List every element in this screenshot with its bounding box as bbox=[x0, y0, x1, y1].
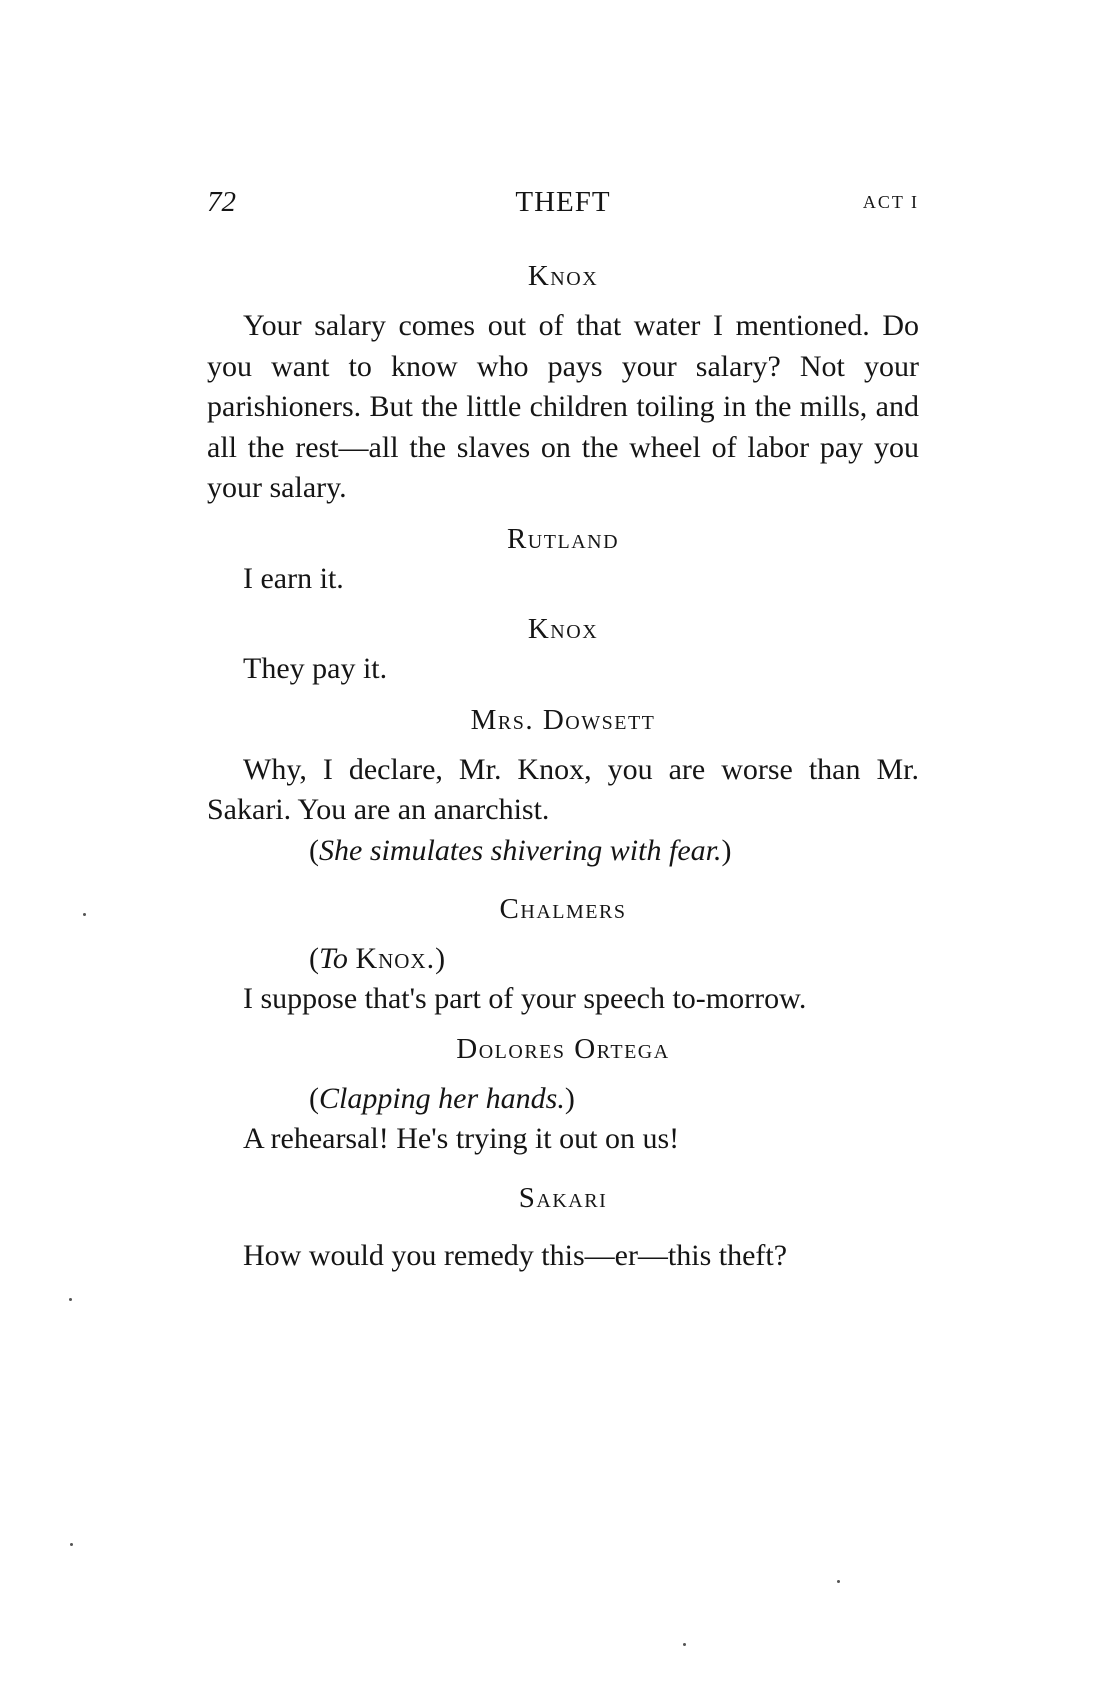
play-text bbox=[207, 256, 919, 1276]
speech-text: Why, I declare, Mr. Knox, you are worse than Mr. Sakari. You are an anarchist. bbox=[207, 752, 919, 826]
running-title: THEFT bbox=[515, 186, 611, 218]
speck bbox=[837, 1580, 840, 1583]
stage-direction: (She simulates shivering with fear.) bbox=[309, 833, 732, 867]
speech-text: They pay it. bbox=[243, 652, 388, 685]
speaker-name: Mrs. Dowsett bbox=[470, 703, 656, 736]
page-number: 72 bbox=[207, 186, 236, 218]
speaker-name: Chalmers bbox=[499, 892, 627, 925]
speech-text: How would you remedy this—er—this theft? bbox=[243, 1238, 788, 1272]
speech-text: I suppose that's part of your speech to-morrow. bbox=[243, 981, 807, 1015]
speck bbox=[683, 1643, 686, 1646]
stage-direction: (Clapping her hands.) bbox=[309, 1082, 575, 1115]
speaker-name: Rutland bbox=[506, 522, 620, 555]
speck bbox=[69, 1298, 72, 1301]
speech-text: A rehearsal! He's trying it out on us! bbox=[243, 1122, 680, 1155]
speech-text: I earn it. bbox=[243, 561, 344, 595]
speck bbox=[70, 1543, 73, 1546]
speaker-name: Dolores Ortega bbox=[456, 1033, 670, 1065]
speaker-name: Knox bbox=[527, 613, 599, 645]
running-header bbox=[207, 186, 919, 226]
speck bbox=[83, 913, 86, 916]
speech-text: Your salary comes out of that water I mentioned. Do you want to know who pays your salary? Not your parishioners. But the little children toiling in the mills, and all the rest—all the slaves on the wheel of labor pay you your salary. bbox=[207, 309, 919, 504]
speaker-name: Knox bbox=[527, 260, 599, 292]
speaker-name: Sakari bbox=[518, 1181, 608, 1214]
stage-direction: (To Knox.) bbox=[309, 941, 446, 975]
act-label: ACT I bbox=[862, 192, 919, 212]
